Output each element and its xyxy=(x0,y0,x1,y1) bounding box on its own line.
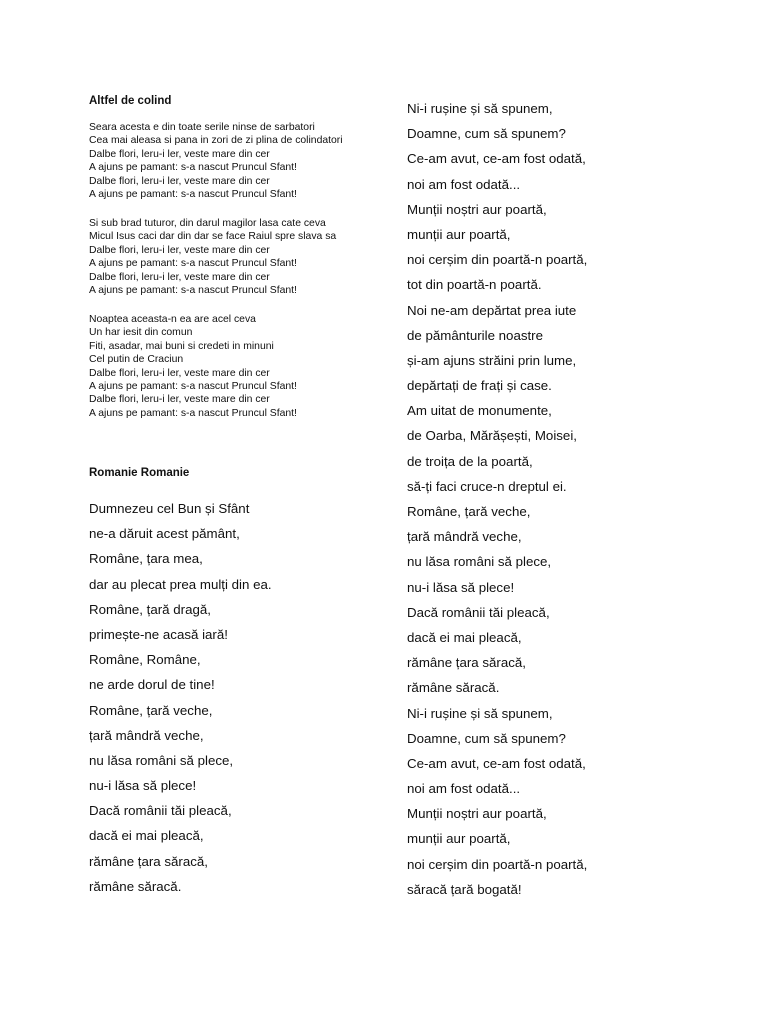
poem-line: Dalbe flori, leru-i ler, veste mare din cer xyxy=(89,148,270,160)
poem-line: rămâne țara săracă, xyxy=(89,853,208,869)
poem-line: A ajuns pe pamant: s-a nascut Pruncul Sfant! xyxy=(89,284,297,296)
poem-line: Ni-i rușine și să spunem, xyxy=(407,705,553,721)
poem-line: nu lăsa români să plece, xyxy=(407,554,552,570)
poem2-title: Romanie Romanie xyxy=(89,467,190,479)
poem-line: rămâne săracă. xyxy=(407,680,500,696)
poem-line: să-ți faci cruce-n dreptul ei. xyxy=(407,478,567,494)
poem-line: Doamne, cum să spunem? xyxy=(407,730,566,746)
poem-line: ne arde dorul de tine! xyxy=(89,677,215,693)
poem-line: Dalbe flori, leru-i ler, veste mare din cer xyxy=(89,367,270,379)
poem-line: Munții noștri aur poartă, xyxy=(407,201,547,217)
poem-line: ne-a dăruit acest pământ, xyxy=(89,526,240,542)
poem-line: Noi ne-am depărtat prea iute xyxy=(407,302,577,318)
poem-line: depărtați de frați și case. xyxy=(407,378,552,394)
poem-line: dacă ei mai pleacă, xyxy=(89,828,204,844)
poem-line: Micul Isus caci dar din dar se face Raiul spre slava sa xyxy=(89,231,337,243)
poem-line: Române, țară veche, xyxy=(89,702,213,718)
poem-line: tot din poartă-n poartă. xyxy=(407,277,542,293)
poem1-stanza-2 xyxy=(89,217,336,297)
poem-line: noi cerșim din poartă-n poartă, xyxy=(407,856,588,872)
poem-line: săracă țară bogată! xyxy=(407,881,522,897)
poem-line: A ajuns pe pamant: s-a nascut Pruncul Sfant! xyxy=(89,188,297,200)
poem-line: Dumnezeu cel Bun și Sfânt xyxy=(89,501,250,516)
poem-line: A ajuns pe pamant: s-a nascut Pruncul Sfant! xyxy=(89,258,297,270)
poem-line: munții aur poartă, xyxy=(407,831,511,847)
poem-line: dacă ei mai pleacă, xyxy=(407,629,522,645)
poem-line: noi am fost odată... xyxy=(407,781,521,797)
poem-line: primește-ne acasă iară! xyxy=(89,626,228,642)
poem-line: Române, țara mea, xyxy=(89,551,203,567)
poem-line: Ce-am avut, ce-am fost odată, xyxy=(407,151,586,167)
poem-line: de pământurile noastre xyxy=(407,327,544,343)
poem-line: Un har iesit din comun xyxy=(89,327,193,339)
poem-line: țară mândră veche, xyxy=(89,727,204,743)
poem-line: Fiti, asadar, mai buni si credeti in minuni xyxy=(89,340,274,352)
poem-line: Noaptea aceasta-n ea are acel ceva xyxy=(89,314,256,325)
poem1-title: Altfel de colind xyxy=(89,95,172,107)
poem-line: A ajuns pe pamant: s-a nascut Pruncul Sfant! xyxy=(89,407,297,419)
poem-line: dar au plecat prea mulți din ea. xyxy=(89,576,272,592)
poem-line: nu-i lăsa să plece! xyxy=(407,579,515,595)
poem2-right-column xyxy=(407,96,587,902)
poem-line: nu-i lăsa să plece! xyxy=(89,778,197,794)
poem-line: munții aur poartă, xyxy=(407,226,511,242)
poem-line: nu lăsa români să plece, xyxy=(89,752,234,768)
poem-line: Dacă românii tăi pleacă, xyxy=(89,803,232,819)
poem1-stanza-3 xyxy=(89,313,297,420)
poem2-left-column xyxy=(89,496,272,899)
poem-line: și-am ajuns străini prin lume, xyxy=(407,352,577,368)
poem-line: de Oarba, Mărășești, Moisei, xyxy=(407,428,577,444)
poem-line: rămâne țara săracă, xyxy=(407,655,526,671)
poem-line: noi cerșim din poartă-n poartă, xyxy=(407,252,588,268)
poem-line: Dacă românii tăi pleacă, xyxy=(407,604,550,620)
poem-line: Dalbe flori, leru-i ler, veste mare din cer xyxy=(89,244,270,256)
poem-line: țară mândră veche, xyxy=(407,529,522,545)
poem-line: de troița de la poartă, xyxy=(407,453,533,469)
poem-line: Române, țară dragă, xyxy=(89,601,211,617)
poem-line: Dalbe flori, leru-i ler, veste mare din cer xyxy=(89,271,270,283)
poem-line: Am uitat de monumente, xyxy=(407,403,552,419)
poem-line: Doamne, cum să spunem? xyxy=(407,126,566,142)
poem-line: Dalbe flori, leru-i ler, veste mare din cer xyxy=(89,394,270,406)
poem-line: Si sub brad tuturor, din darul magilor lasa cate ceva xyxy=(89,218,326,229)
poem-line: Munții noștri aur poartă, xyxy=(407,806,547,822)
poem-line: Ce-am avut, ce-am fost odată, xyxy=(407,755,586,771)
poem-line: Cea mai aleasa si pana in zori de zi plina de colindatori xyxy=(89,135,343,147)
poem-line: A ajuns pe pamant: s-a nascut Pruncul Sfant! xyxy=(89,162,297,174)
poem1-stanza-1 xyxy=(89,121,343,201)
poem-line: Ni-i rușine și să spunem, xyxy=(407,101,553,116)
poem-line: rămâne săracă. xyxy=(89,878,182,894)
poem-line: Seara acesta e din toate serile ninse de sarbatori xyxy=(89,122,315,133)
poem-line: Române, țară veche, xyxy=(407,504,531,519)
poem-line: noi am fost odată... xyxy=(407,176,521,192)
poem-line: A ajuns pe pamant: s-a nascut Pruncul Sfant! xyxy=(89,380,297,392)
poem-line: Române, Române, xyxy=(89,652,201,668)
poem-line: Cel putin de Craciun xyxy=(89,354,184,366)
poem-line: Dalbe flori, leru-i ler, veste mare din cer xyxy=(89,175,270,187)
